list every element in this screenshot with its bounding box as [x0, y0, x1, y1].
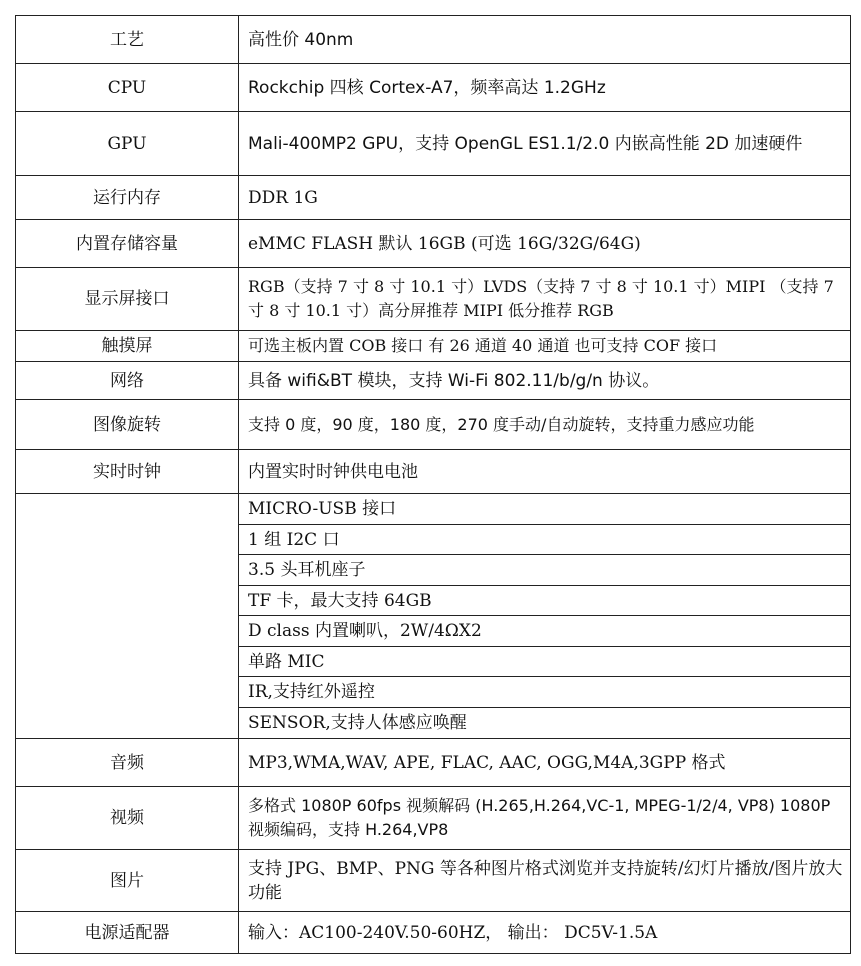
- row-label: CPU: [16, 64, 239, 112]
- row-value: RGB（支持 7 寸 8 寸 10.1 寸）LVDS（支持 7 寸 8 寸 10.1 寸）MIPI （支持 7 寸 8 寸 10.1 寸）高分屏推荐 MIPI 低分推荐 RGB: [239, 268, 851, 331]
- list-item: TF 卡，最大支持 64GB: [239, 586, 850, 617]
- list-item: IR,支持红外遥控: [239, 677, 850, 708]
- row-value: 多格式 1080P 60fps 视频解码 (H.265,H.264,VC-1, MPEG-1/2/4, VP8) 1080P 视频编码，支持 H.264,VP8: [239, 787, 851, 850]
- row-value: MP3,WMA,WAV, APE, FLAC, AAC, OGG,M4A,3GPP 格式: [239, 739, 851, 787]
- interfaces-list: [239, 494, 850, 738]
- row-label: 视频: [16, 787, 239, 850]
- row-value: 输入：AC100-240V.50-60HZ， 输出： DC5V-1.5A: [239, 912, 851, 954]
- table-row: [16, 331, 851, 362]
- interfaces-list-cell: [239, 494, 851, 739]
- row-label: 网络: [16, 362, 239, 400]
- table-row: [16, 268, 851, 331]
- row-label: 电源适配器: [16, 912, 239, 954]
- table-row: [16, 112, 851, 176]
- row-value: eMMC FLASH 默认 16GB (可选 16G/32G/64G): [239, 220, 851, 268]
- spec-table: [15, 15, 851, 954]
- row-value: 可选主板内置 COB 接口 有 26 通道 40 通道 也可支持 COF 接口: [239, 331, 851, 362]
- table-row-interfaces: [16, 494, 851, 739]
- table-row: [16, 450, 851, 494]
- row-value: 支持 JPG、BMP、PNG 等各种图片格式浏览并支持旋转/幻灯片播放/图片放大功能: [239, 850, 851, 912]
- interfaces-label: [16, 494, 239, 739]
- row-value: 具备 wifi&BT 模块，支持 Wi-Fi 802.11/b/g/n 协议。: [239, 362, 851, 400]
- list-item: SENSOR,支持人体感应唤醒: [248, 712, 467, 733]
- table-row: [16, 787, 851, 850]
- row-value: 高性价 40nm: [239, 16, 851, 64]
- row-value: DDR 1G: [239, 176, 851, 220]
- row-value: 支持 0 度，90 度，180 度，270 度手动/自动旋转，支持重力感应功能: [239, 400, 851, 450]
- table-row: [16, 400, 851, 450]
- list-item: 单路 MIC: [239, 647, 850, 678]
- row-value: Rockchip 四核 Cortex-A7，频率高达 1.2GHz: [239, 64, 851, 112]
- row-label: 音频: [16, 739, 239, 787]
- list-item: 3.5 头耳机座子: [239, 555, 850, 586]
- list-item: MICRO-USB 接口: [239, 494, 850, 525]
- row-label: 工艺: [16, 16, 239, 64]
- row-label: 运行内存: [16, 176, 239, 220]
- row-value: Mali-400MP2 GPU，支持 OpenGL ES1.1/2.0 内嵌高性能 2D 加速硬件: [239, 112, 851, 176]
- row-label: 图片: [16, 850, 239, 912]
- table-row: [16, 176, 851, 220]
- table-row: [16, 739, 851, 787]
- table-row: [16, 850, 851, 912]
- row-value: 内置实时时钟供电电池: [239, 450, 851, 494]
- table-row: [16, 64, 851, 112]
- table-row: [16, 912, 851, 954]
- row-label: 图像旋转: [16, 400, 239, 450]
- row-label: GPU: [16, 112, 239, 176]
- row-label: 触摸屏: [16, 331, 239, 362]
- row-label: 实时时钟: [16, 450, 239, 494]
- row-label: 显示屏接口: [16, 268, 239, 331]
- list-item: D class 内置喇叭，2W/4ΩX2: [239, 616, 850, 647]
- table-row: [16, 16, 851, 64]
- row-label: 内置存储容量: [16, 220, 239, 268]
- table-row: [16, 220, 851, 268]
- list-item: 1 组 I2C 口: [239, 525, 850, 556]
- table-row: [16, 362, 851, 400]
